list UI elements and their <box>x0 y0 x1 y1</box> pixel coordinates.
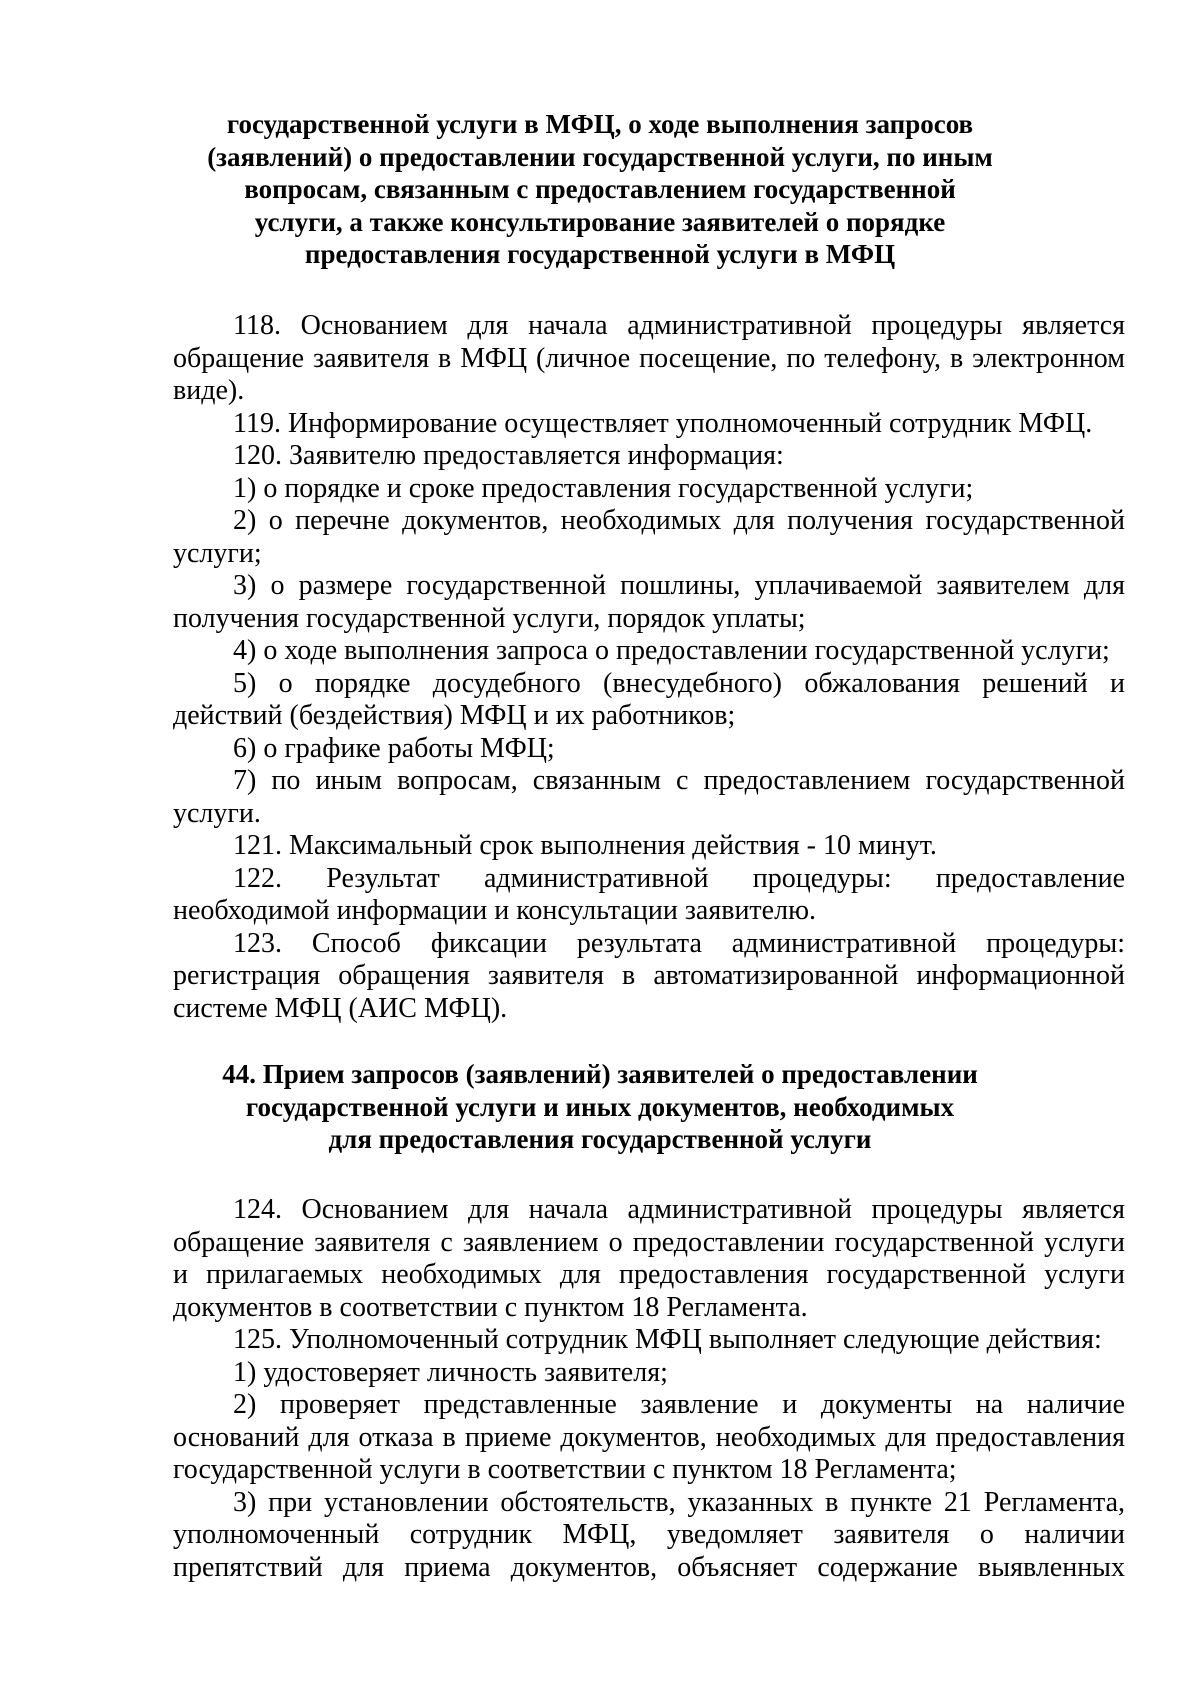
list-item-6: 6) о графике работы МФЦ; <box>233 732 555 764</box>
paragraph-120: 120. Заявителю предоставляется информация: <box>233 440 784 471</box>
heading-line: услуги, а также консультирование заявителей о порядке <box>254 206 946 237</box>
heading-line: 44. Прием запросов (заявлений) заявителей о предоставлении <box>222 1059 978 1089</box>
heading-line: государственной услуги и иных документов, необходимых <box>245 1091 955 1122</box>
list-item-7: 7) по иным вопросам, связанным с предоставлением государственной услуги. <box>173 765 1125 829</box>
list-item-1: 1) удостоверяет личность заявителя; <box>233 1356 668 1388</box>
list-item-3: 3) при установлении обстоятельств, указанных в пункте 21 Регламента, уполномоченный сотрудник МФЦ, уведомляет заявителя о наличии препятствий для приема документов, объясняет содержание выявленных <box>173 1486 1125 1583</box>
section-heading-44 <box>0 1058 1200 1156</box>
paragraph-123: 123. Способ фиксации результата административной процедуры: регистрация обращения заявителя в автоматизированной информационной системе МФЦ (АИС МФЦ). <box>173 927 1125 1024</box>
list-item-2: 2) проверяет представленные заявление и документы на наличие оснований для отказа в приеме документов, необходимых для предоставления государственной услуги в соответствии с пунктом 18 Регламента; <box>173 1389 1125 1485</box>
paragraph-122: 122. Результат административной процедуры: предоставление необходимой информации и консультации заявителю. <box>173 862 1125 926</box>
paragraph-121: 121. Максимальный срок выполнения действия - 10 минут. <box>233 830 937 861</box>
list-item-2: 2) о перечне документов, необходимых для получения государственной услуги; <box>173 505 1125 569</box>
section-body-informing <box>173 310 1125 1025</box>
list-item-5: 5) о порядке досудебного (внесудебного) обжалования решений и действий (бездействия) МФЦ и их работников; <box>173 667 1125 731</box>
heading-line: для предоставления государственной услуги <box>328 1124 872 1154</box>
paragraph-118: 118. Основанием для начала административной процедуры является обращение заявителя в МФЦ (личное посещение, по телефону, в электронном виде). <box>173 310 1125 406</box>
paragraph-125: 125. Уполномоченный сотрудник МФЦ выполняет следующие действия: <box>233 1324 1102 1355</box>
list-item-1: 1) о порядке и сроке предоставления государственной услуги; <box>233 472 974 504</box>
paragraph-119: 119. Информирование осуществляет уполномоченный сотрудник МФЦ. <box>233 407 1093 439</box>
list-item-4: 4) о ходе выполнения запроса о предоставлении государственной услуги; <box>233 635 1110 666</box>
heading-line: (заявлений) о предоставлении государственной услуги, по иным <box>207 141 993 172</box>
paragraph-124: 124. Основанием для начала административной процедуры является обращение заявителя с заявлением о предоставлении государственной услуги и прилагаемых необходимых для предоставления государственной услуги документов в соответствии с пунктом 18 Регламента. <box>173 1194 1125 1323</box>
list-item-3: 3) о размере государственной пошлины, уплачиваемой заявителем для получения государственной услуги, порядок уплаты; <box>173 570 1125 634</box>
section-heading-informing <box>0 108 1200 271</box>
section-body-44 <box>173 1194 1125 1584</box>
heading-line: вопросам, связанным с предоставлением государственной <box>244 174 956 204</box>
heading-line: государственной услуги в МФЦ, о ходе выполнения запросов <box>226 109 974 139</box>
heading-line: предоставления государственной услуги в МФЦ <box>304 239 896 269</box>
